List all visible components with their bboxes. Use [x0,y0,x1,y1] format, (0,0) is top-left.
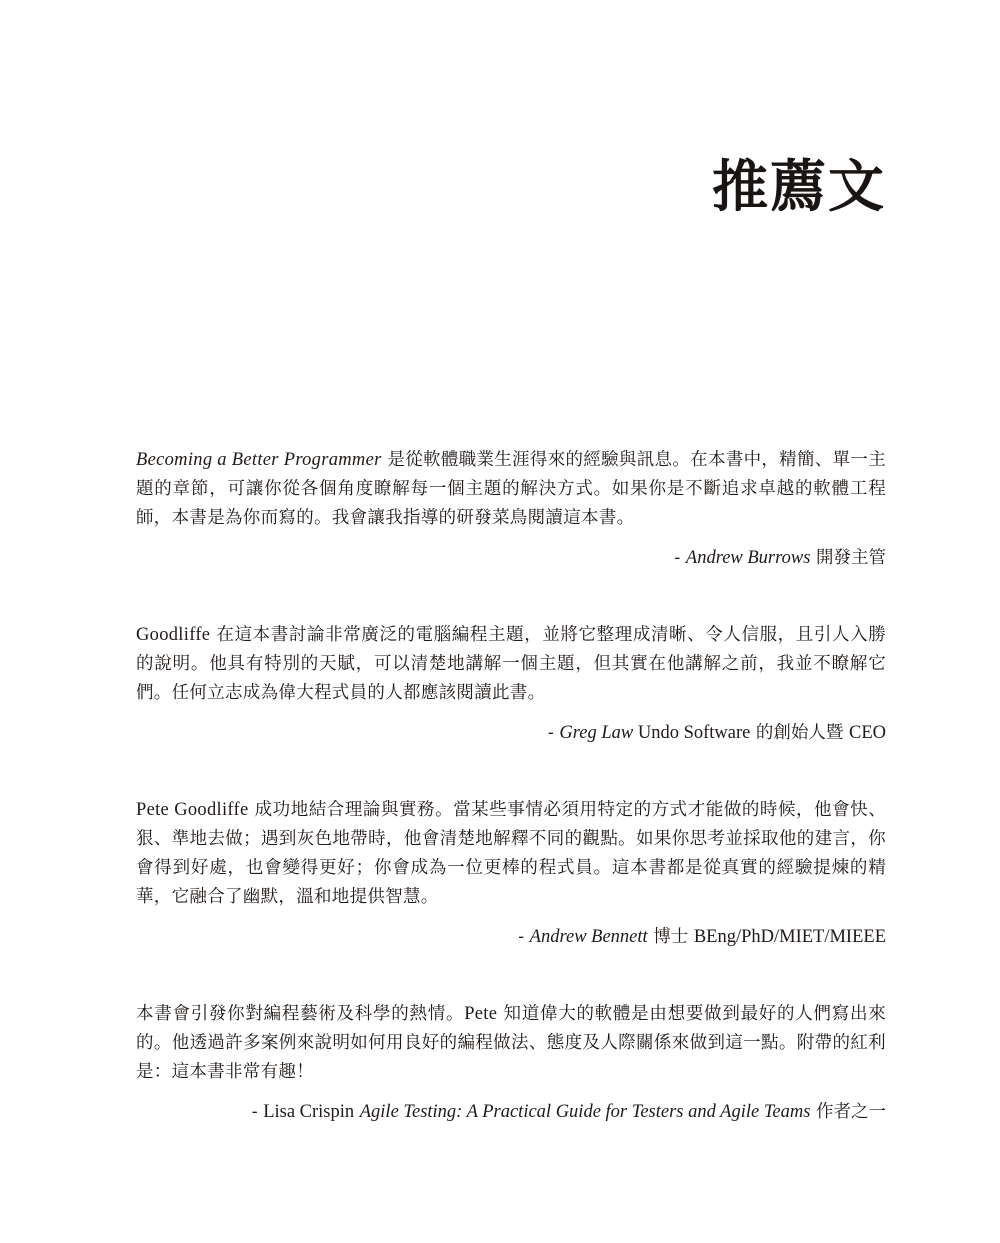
endorsement-4 [136,1000,886,1125]
endorsement-body: 是從軟體職業生涯得來的經驗與訊息。在本書中，精簡、單一主題的章節，可讓你從各個角度瞭解每一個主題的解決方式。如果你是不斷追求卓越的軟體工程師，本書是為你而寫的。我會讓我指導的研發菜鳥閱讀這本書。 [136,450,886,528]
endorsement-lead: Pete Goodliffe [136,800,249,820]
endorsement-text [136,796,886,912]
endorsement-3 [136,796,886,950]
endorsement-2 [136,621,886,746]
endorser-name: Lisa Crispin [263,1102,355,1122]
endorsement-text [136,1000,886,1087]
endorser-role: 開發主管 [810,548,886,568]
endorser-role: 博士 [647,927,694,947]
page-title: 推薦文 [712,155,886,220]
endorsement-body-b: 知道偉大的軟體是由想要做到最好的人們寫出來的。他透過許多案例來說明如何用良好的編程做法、態度及人際關係來做到這一點。附帶的紅利是：這本書非常有趣！ [136,1004,886,1082]
endorser-role: 作者之一 [810,1102,886,1122]
attribution-dash: - [251,1102,264,1122]
attribution-dash: - [674,548,686,568]
endorsement-text [136,621,886,708]
endorsement-text [136,446,886,533]
endorser-name: Andrew Bennett [529,927,648,947]
book-title: Becoming a Better Programmer [136,450,382,470]
endorsement-body: 成功地結合理論與實務。當某些事情必須用特定的方式才能做的時候，他會快、狠、準地去做；遇到灰色地帶時，他會清楚地解釋不同的觀點。如果你思考並採取他的建言，你會得到好處，也會變得更好；你會成為一位更棒的程式員。這本書都是從真實的經驗提煉的精華，它融合了幽默，溫和地提供智慧。 [136,800,886,907]
attribution [136,924,886,950]
endorsement-body: 在這本書討論非常廣泛的電腦編程主題，並將它整理成清晰、令人信服，且引人入勝的說明。他具有特別的天賦，可以清楚地講解一個主題，但其實在他講解之前，我並不瞭解它們。任何立志成為偉大程式員的人都應該閱讀此書。 [136,625,886,703]
attribution [136,545,886,571]
endorser-name: Greg Law [559,723,634,743]
endorsement-body-a: 本書會引發你對編程藝術及科學的熱情。 [136,1004,465,1024]
endorser-book: Agile Testing: A Practical Guide for Testers and Agile Teams [359,1102,811,1122]
endorsement-lead: Goodliffe [136,625,211,645]
attribution [136,1099,886,1125]
attribution [136,720,886,746]
endorser-title: BEng/PhD/MIET/MIEEE [693,927,886,947]
endorser-role: 的創始人暨 [750,723,849,743]
endorsement-1 [136,446,886,571]
endorser-title: CEO [849,723,886,743]
attribution-dash: - [518,927,530,947]
attribution-dash: - [547,723,560,743]
endorser-org: Undo Software [633,723,751,743]
endorser-name: Andrew Burrows [685,548,811,568]
endorsement-pete: Pete [464,1004,498,1024]
